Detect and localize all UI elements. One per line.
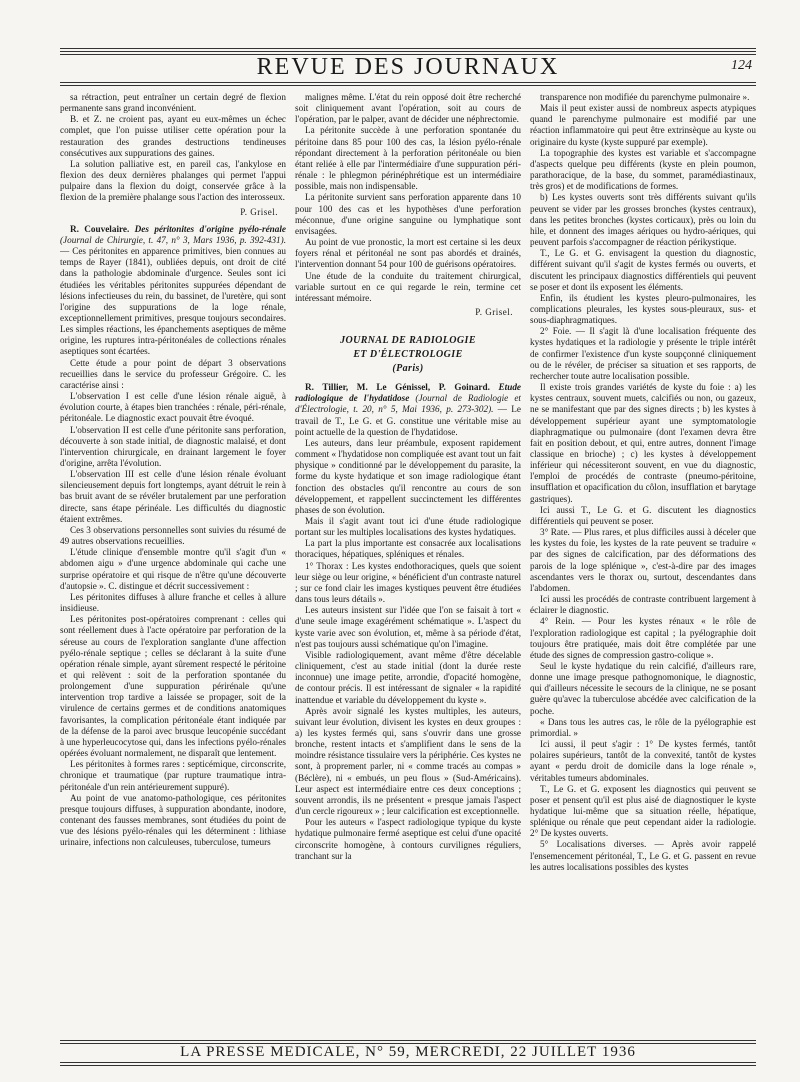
- paragraph: La topographie des kystes est variable et s'accompagne d'aspects quelque peu différents (kyste en plein poumon, parathoracique, de la base, du sommet, paramédiastinaux, très gros) et de modifications de formes.: [530, 147, 756, 192]
- page-number: 124: [731, 58, 752, 73]
- article-title: Etude radiologique de l'hydatidose: [295, 382, 521, 404]
- signature: P. Grisel.: [475, 306, 513, 317]
- paragraph: 4° Rein. — Pour les kystes rénaux « le rôle de l'exploration radiologique est capital ; la pyélographie doit toujours être pratiquée, mais doit être complétée par une étude des signes de compression gastro-colique ».: [530, 616, 756, 660]
- paragraph: Cette étude a pour point de départ 3 observations recueillies dans le service du professeur Grégoire. C. les caractérise ainsi :: [60, 357, 286, 390]
- article-authors: R. Couvelaire.: [70, 223, 130, 234]
- section-subtitle: ET D'ÉLECTROLOGIE: [353, 349, 463, 361]
- paragraph: Ici aussi, il peut s'agir : 1° De kystes fermés, tantôt polaires supérieurs, tantôt de la convexité, tantôt de kystes ayant « perdu droit de domicile dans la loge rénale », véritables tumeurs abdominales.: [530, 739, 756, 783]
- paragraph: Les auteurs, dans leur préambule, exposent rapidement comment « l'hydatidose non compliquée est avant tout un fait physique » conditionné par le développement du parasite, la forme du kyste hydatique et son image radiologique étant fonction des obstacles qu'il rencontre au cours de son développement, et rappellent succinctement les différentes phases de son évolution.: [295, 437, 521, 515]
- paragraph: B. et Z. ne croient pas, ayant eu eux-mêmes un échec complet, que l'on puisse utiliser cette opération pour la restauration des grandes destructions tendineuses consécutives aux suppurations des gaines.: [60, 114, 286, 158]
- paragraph: L'observation III est celle d'une lésion rénale évoluant silencieusement depuis fort longtemps, ayant détruit le rein à bas bruit avant de se révéler brutalement par une perforation directe, sans étape périnéale. Les difficultés du diagnostic étaient extrêmes.: [60, 469, 286, 524]
- article-columns: [60, 92, 756, 1037]
- article-citation: (Journal de Chirurgie, t. 47, n° 3, Mars 1936, p. 392-431).: [60, 234, 286, 245]
- column-3: [530, 92, 756, 1037]
- paragraph: Enfin, ils étudient les kystes pleuro-pulmonaires, les complications pleurales, les kystes sous-pleuraux, sus- et sous-diaphragmatiques.: [530, 292, 756, 326]
- paragraph: transparence non modifiée du parenchyme pulmonaire ».: [540, 92, 750, 102]
- section-city: (Paris): [392, 363, 424, 375]
- article-citation: (Journal de Radiologie et d'Électrologie, t. 20, n° 5, Mai 1936, p. 273-302).: [295, 393, 521, 415]
- journal-title: REVUE DES JOURNAUX: [256, 54, 560, 80]
- section-heading: [295, 334, 521, 376]
- paragraph: 1° Thorax : Les kystes endothoraciques, quels que soient leur siège ou leur origine, « bénéficient d'un contraste naturel ; sur ce fond clair les images kystiques peuvent être étudiées dans tous leurs détails ».: [295, 560, 521, 605]
- article-lead: — Ces péritonites en apparence primitives, bien connues au temps de Rayer (1841), oubliées depuis, ont droit de cité dans la pathologie abdominale d'urgence. Seules sont ici étudiées les véritables péritonites suppurées dépendant de lésions infectieuses du rein, du bassinet, de l'uretère, qui sont l'origine des suppurations de la loge rénale, exceptionnellement primitives, presque toujours secondaires. Les simples réactions, les épanchements aseptiques de même origine, les ruptures intra-péritonéales de collections rénales aseptiques sont écartées.: [60, 246, 286, 357]
- signature: P. Grisel.: [240, 206, 278, 217]
- paragraph: Les auteurs insistent sur l'idée que l'on se faisait à tort « d'une seule image exagérément schématique ». L'aspect du kyste varie avec son évolution, et, même à sa période d'état, n'est pas toujours aussi schématique qu'on l'imagine.: [295, 605, 521, 649]
- paragraph: malignes même. L'état du rein opposé doit être recherché soit cliniquement avant l'opération, soit au cours de l'opération, par le palper, avant de décider une néphrectomie.: [295, 92, 521, 125]
- paragraph: Après avoir signalé les kystes multiples, les auteurs, suivant leur évolution, divisent les kystes en deux groupes : a) les kystes fermés qui, sans s'ouvrir dans une grosse bronche, restent intacts et s'amplifient dans le sens de la moindre résistance tissulaire vers la périphérie. Ces kystes ne sont, à proprement parler, ni « comme tracés au compas » (Béclère), ni « embués, un peu flous » (Sud-Américains). Leur aspect est intermédiaire entre ces deux conceptions ; souvent arrondis, ils ne présentent « presque jamais l'aspect d'un cercle rigoureux » ; leur calcification est exceptionnelle.: [295, 705, 521, 817]
- paragraph: Les péritonites diffuses à allure franche et celles à allure insidieuse.: [60, 591, 286, 614]
- paragraph: Au point de vue pronostic, la mort est certaine si les deux foyers rénal et péritonéal ne sont pas abordés et drainés, l'intervention donnant 54 pour 100 de guérisons opératoires.: [295, 237, 521, 270]
- paragraph: Les péritonites à formes rares : septicémique, circonscrite, chronique et traumatique (par rupture traumatique intra-péritonéale d'un rein antérieurement suppuré).: [60, 759, 286, 792]
- paragraph: La péritonite survient sans perforation apparente dans 10 pour 100 des cas et les hypothèses d'une perforation méconnue, d'une origine sanguine ou lymphatique sont envisagées.: [295, 192, 521, 236]
- paragraph: Il existe trois grandes variétés de kyste du foie : a) les kystes centraux, souvent muets, calcifiés ou non, ou gazeux, ne se manifestant que par des signes directs ; b) les kystes à développement supérieur ayant une symptomatologie diaphragmatique ou pulmonaire (dont l'examen devra être fait en position debout, et qui, entre autres, donnent l'image classique en brioche) ; c) les kystes à développement inférieur qui nécessiteront souvent, en vue du diagnostic, l'emploi de procédés de contraste (pneumo-péritoine, insufflation et opacification du côlon, insufflation et barytage gastriques).: [530, 382, 756, 504]
- footer-rule-bottom: [60, 1062, 756, 1068]
- paragraph: Une étude de la conduite du traitement chirurgical, variable surtout en ce qui regarde le rein, termine cet intéressant mémoire.: [295, 270, 521, 303]
- paragraph: L'étude clinique d'ensemble montre qu'il s'agit d'un « abdomen aigu » d'une urgence abdominale qui cache une surprise opératoire et qui risque de n'être qu'une découverte d'autopsie ». C. distingue et décrit successivement :: [60, 547, 286, 591]
- paragraph: Pour les auteurs « l'aspect radiologique typique du kyste hydatique pulmonaire fermé aseptique est celui d'une opacité circonscrite homogène, à contours curvilignes réguliers, tranchant sur la: [295, 817, 521, 861]
- article-heading: [60, 224, 286, 358]
- paragraph: L'observation II est celle d'une péritonite sans perforation, découverte à son stade initial, de diagnostic malaisé, et dont l'intervention chirurgicale, en drainant largement le foyer d'origine, arrêta l'évolution.: [60, 424, 286, 468]
- paragraph: b) Les kystes ouverts sont très différents suivant qu'ils peuvent se vider par les grosses bronches (kystes centraux), dans les petites bronches (kystes corticaux), près ou loin du hile, et donnent des images aériques ou hydro-aériques, qui peuvent parfois s'accompagner de réaction périkystique.: [530, 192, 756, 248]
- section-title: JOURNAL DE RADIOLOGIE: [340, 335, 476, 347]
- paragraph: Ces 3 observations personnelles sont suivies du résumé de 49 autres observations recueillies.: [60, 524, 286, 547]
- paragraph: La solution palliative est, en pareil cas, l'ankylose en flexion des deux dernières phalanges qui permet l'appui pulpaire dans la flexion du doigt, conservée grâce à la flexion de la première phalange sous l'action des interosseux.: [60, 158, 286, 203]
- paragraph: sa rétraction, peut entraîner un certain degré de flexion permanente sans grand inconvénient.: [60, 92, 286, 114]
- column-1: [60, 92, 286, 1037]
- paragraph: « Dans tous les autres cas, le rôle de la pyélographie est primordial. »: [530, 716, 756, 738]
- column-2: [295, 92, 521, 1037]
- header-rule-bottom: [60, 82, 756, 88]
- paragraph: Les péritonites post-opératoires comprenant : celles qui sont réellement dues à l'acte opératoire par perforation de la séreuse au cours de l'exploration sanglante d'une affection pyélo-rénale septique ; celles se déclarant à la suite d'une opération rénale simple, ayant sûrement respecté le péritoine et qui relèvent : soit de la perforation spontanée du prolongement d'une suppuration périrénale qu'une intervention trop tardive a laissée se propager, soit de la virulence de certains germes et de conditions anatomiques favorisantes, la complication péritonéale étant indiquée par de la défense de la paroi avec brusque leucopénie succédant à une hyperleucocytose qui, dans les infections pyélo-rénales opérées évoluant normalement, ne disparaît que lentement.: [60, 614, 286, 759]
- paragraph: L'observation I est celle d'une lésion rénale aiguë, à évolution courte, à étapes bien tranchées : rénale, péri-rénale, péritonéale. Le diagnostic exact pouvait être évoqué.: [60, 391, 286, 424]
- paragraph: Mais il s'agit avant tout ici d'une étude radiologique portant sur les multiples localisations des kystes hydatiques.: [295, 516, 521, 538]
- page-header: [60, 54, 756, 82]
- article-lead: — Le travail de T., Le G. et G. constitue une véritable mise au point actuelle de la question de l'hydatidose.: [295, 404, 521, 437]
- paragraph: Ici aussi T., Le G. et G. discutent les diagnostics différentiels qui peuvent se poser.: [530, 504, 756, 526]
- article-authors: R. Tillier, M. Le Génissel, P. Goinard.: [305, 382, 490, 393]
- paragraph: 5° Localisations diverses. — Après avoir rappelé l'ensemencement péritonéal, T., Le G. et G. passent en revue les autres localisations possibles des kystes: [530, 839, 756, 872]
- article-title: Des péritonites d'origine pyélo-rénale: [134, 223, 286, 234]
- paragraph: 2° Foie. — Il s'agit là d'une localisation fréquente des kystes hydatiques et la radiologie y présente le triple intérêt de confirmer l'existence d'un kyste soupçonné cliniquement ou de le révéler, de préciser sa situation et ses rapports, de rechercher toute autre localisation possible.: [530, 326, 756, 381]
- paragraph: La part la plus importante est consacrée aux localisations thoraciques, hépatiques, spléniques et rénales.: [295, 538, 521, 560]
- paragraph: T., Le G. et G. envisagent la question du diagnostic, différent suivant qu'il s'agit de kystes fermés ou ouverts, et discutent les principaux diagnostics différentiels qui peuvent se poser et dont ils exposent les éléments.: [530, 248, 756, 292]
- page-footer: LA PRESSE MEDICALE, N° 59, MERCREDI, 22 JUILLET 1936: [180, 1044, 636, 1060]
- paragraph: Ici aussi les procédés de contraste contribuent largement à éclairer le diagnostic.: [530, 594, 756, 616]
- paragraph: T., Le G. et G. exposent les diagnostics qui peuvent se poser et pensent qu'il est plus aisé de diagnostiquer le kyste hydatique lui-même que sa situation réelle, hépatique, splénique ou rénale que peut cependant aider la radiologie. 2° De kystes ouverts.: [530, 783, 756, 839]
- paragraph: La péritonite succède à une perforation spontanée du péritoine dans 85 pour 100 des cas, la lésion pyélo-rénale répondant directement à la perforation péritonéale ou bien étant reliée à elle par l'intermédiaire d'une suppuration péri-rénale : le phlegmon périnéphrétique est un intermédiaire possible, mais non indispensable.: [295, 125, 521, 192]
- paragraph: Seul le kyste hydatique du rein calcifié, d'ailleurs rare, donne une image presque pathognomonique, le diagnostic, qui d'ailleurs nécessite le secours de la clinique, ne se posant guère qu'avec la tuberculose abcédée avec calcification de la poche.: [530, 660, 756, 716]
- paragraph: 3° Rate. — Plus rares, et plus difficiles aussi à déceler que les kystes du foie, les kystes de la rate peuvent se traduire « par des signes de calcification, par des déformations des parois de la loge splénique », c'est-à-dire par des images ascendantes vers le thorax ou, surtout, descendantes dans l'abdomen.: [530, 527, 756, 593]
- article-heading: [295, 382, 521, 438]
- paragraph: Au point de vue anatomo-pathologique, ces péritonites presque toujours diffuses, à suppuration abondante, inodore, contenant des fausses membranes, sont étudiées du point de vue des lésions pyélo-rénales qui les déterminent : lithiase urinaire, infections non calculeuses, tuberculose, tumeurs: [60, 792, 286, 848]
- paragraph: Visible radiologiquement, avant même d'être décelable cliniquement, c'est au stade initial (dont la durée reste inconnue) une image petite, arrondie, d'opacité homogène, de contour précis. Il est intéressant de signaler « la rapidité inattendue et variable du développement du kyste ».: [295, 649, 521, 705]
- paragraph: Mais il peut exister aussi de nombreux aspects atypiques quand le parenchyme pulmonaire est modifié par une réaction inflammatoire qui peut être extrinsèque au kyste ou originaire du kyste (kyste suppuré par exemple).: [530, 103, 756, 147]
